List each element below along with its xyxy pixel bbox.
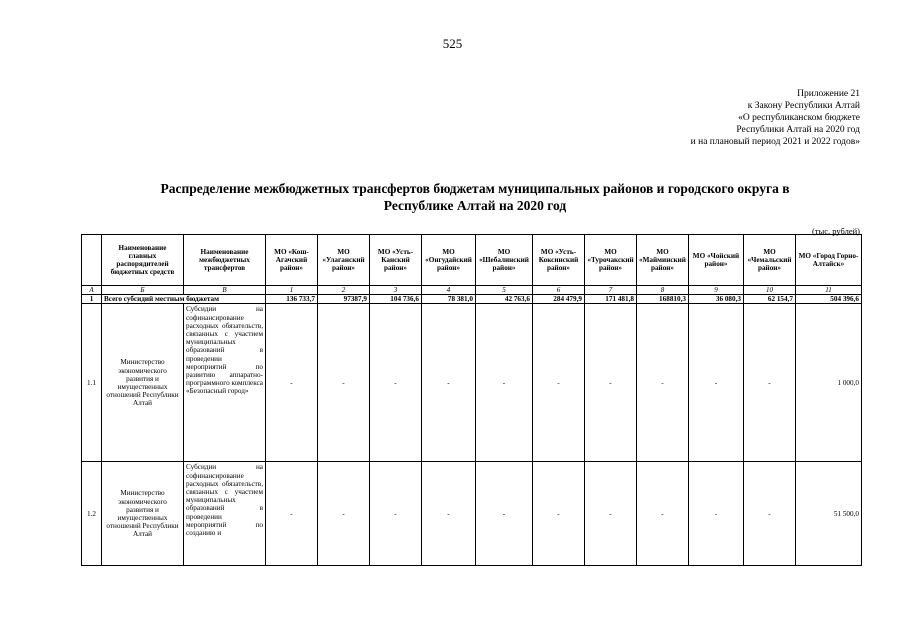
column-number: 3 [370,286,422,295]
value-cell: - [318,462,370,566]
value-cell: 97387,9 [318,295,370,304]
appendix-line: к Закону Республики Алтай [747,101,860,111]
appendix-note [691,88,860,148]
value-cell: - [585,304,637,462]
transfers-table [81,234,862,566]
column-number: 5 [476,286,533,295]
header-cell: Наименование главных распорядителей бюджетных средств [102,235,184,286]
column-number-row [82,286,862,295]
value-cell: 171 481,8 [585,295,637,304]
document-title [80,180,870,214]
title-line-1: Распределение межбюджетных трансфертов бюджетам муниципальных районов и городского округа в [160,181,790,196]
column-number: А [82,286,102,295]
transfer-cell [184,462,266,566]
column-number: 10 [744,286,796,295]
total-row [82,295,862,304]
transfer-text: Субсидии на софинансирование расходных обязательств, связанных с участием муниципальных образований в проведении мероприятий по созданию и [186,463,263,538]
appendix-line: и на плановый период 2021 и 2022 годов» [690,137,860,147]
header-cell: МО «Чемальский район» [744,235,796,286]
column-number: Б [102,286,184,295]
header-cell: МО «Онгудайский район» [422,235,476,286]
total-label: Всего субсидий местным бюджетам [102,295,266,304]
value-cell: - [585,462,637,566]
header-cell [82,235,102,286]
appendix-line: Приложение 21 [797,89,860,99]
table-row [82,462,862,566]
value-cell: - [266,462,318,566]
column-number: 6 [533,286,585,295]
value-cell: - [318,304,370,462]
row-number: 1.2 [82,462,102,566]
value-cell: - [637,462,689,566]
header-cell: МО «Турочакский район» [585,235,637,286]
column-number: 9 [689,286,744,295]
column-number: 11 [796,286,862,295]
header-cell: МО «Город Горно-Алтайск» [796,235,862,286]
value-cell: - [689,462,744,566]
value-cell: 42 763,6 [476,295,533,304]
transfer-cell: Субсидии на софинансирование расходных обязательств, связанных с участием муниципальных образований в проведении мероприятий по развитию аппаратно-программного комплекса «Безопасный город» [184,304,266,462]
value-cell: 284 479,9 [533,295,585,304]
value-cell: 36 080,3 [689,295,744,304]
header-cell: МО «Кош-Агачский район» [266,235,318,286]
value-cell: - [533,462,585,566]
value-cell: 1 000,0 [796,304,862,462]
ministry-cell: Министерство экономического развития и имущественных отношений Республики Алтай [102,304,184,462]
appendix-line: Республики Алтай на 2020 год [736,125,860,135]
value-cell: 104 736,6 [370,295,422,304]
column-number: В [184,286,266,295]
appendix-line: «О республиканском бюджете [738,113,860,123]
ministry-cell: Министерство экономического развития и имущественных отношений Республики Алтай [102,462,184,566]
value-cell: - [689,304,744,462]
column-number: 2 [318,286,370,295]
column-number: 7 [585,286,637,295]
value-cell: 136 733,7 [266,295,318,304]
value-cell: 51 500,0 [796,462,862,566]
header-cell: МО «Чойский район» [689,235,744,286]
column-number: 4 [422,286,476,295]
header-row [82,235,862,286]
header-cell: МО «Майминский район» [637,235,689,286]
value-cell: - [637,304,689,462]
units-label: (тыс. рублей) [811,226,860,236]
row-number: 1.1 [82,304,102,462]
value-cell: - [476,462,533,566]
header-cell: МО «Улаганский район» [318,235,370,286]
header-cell: МО «Шебалинский район» [476,235,533,286]
value-cell: - [744,304,796,462]
header-cell: Наименование межбюджетных трансфертов [184,235,266,286]
value-cell: 78 381,0 [422,295,476,304]
column-number: 8 [637,286,689,295]
column-number: 1 [266,286,318,295]
value-cell: 168810,3 [637,295,689,304]
value-cell: - [476,304,533,462]
page-number: 525 [442,36,463,51]
value-cell: - [422,462,476,566]
row-number: 1 [82,295,102,304]
value-cell: - [266,304,318,462]
value-cell: - [744,462,796,566]
header-cell: МО «Усть-Коксинский район» [533,235,585,286]
title-line-2: Республике Алтай на 2020 год [383,198,567,213]
value-cell: 504 396,6 [796,295,862,304]
value-cell: - [370,304,422,462]
value-cell: - [370,462,422,566]
value-cell: - [422,304,476,462]
table-row [82,304,862,462]
header-cell: МО «Усть-Канский район» [370,235,422,286]
value-cell: - [533,304,585,462]
value-cell: 62 154,7 [744,295,796,304]
